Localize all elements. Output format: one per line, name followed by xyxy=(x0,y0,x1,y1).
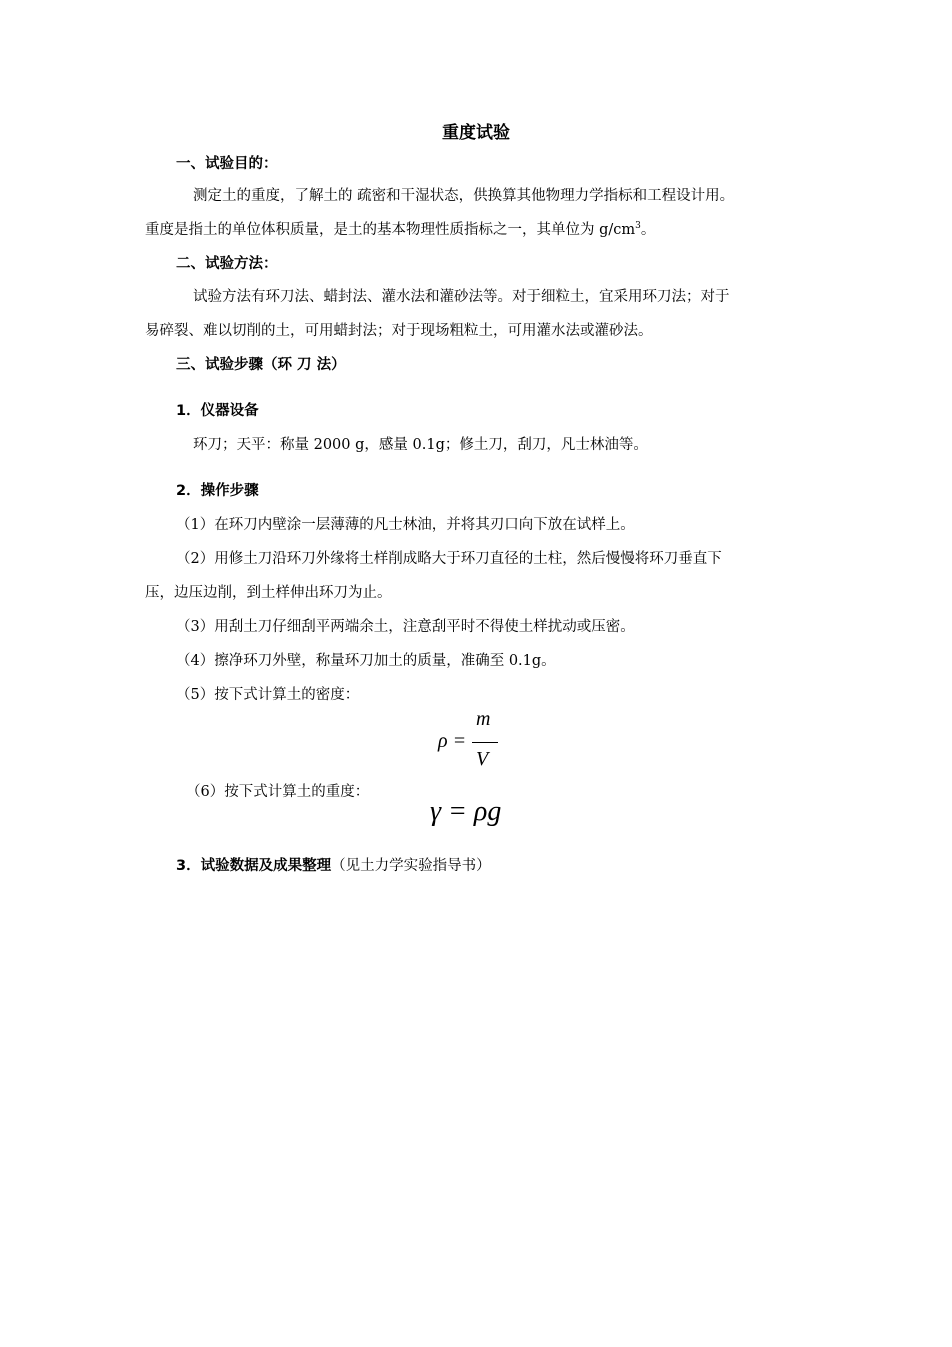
equipment-text: 环刀；天平：称量 2000 g，感量 0.1g；修土刀，刮刀，凡士林油等。 xyxy=(193,437,648,453)
purpose-line-2-end: 。 xyxy=(640,222,656,238)
step-4: （4）擦净环刀外壁，称量环刀加土的质量，准确至 0.1g。 xyxy=(176,653,556,669)
density-formula-denominator: V xyxy=(476,748,489,770)
page-title: 重度试验 xyxy=(442,123,510,143)
step-3: （3）用刮土刀仔细刮平两端余土，注意刮平时不得使土样扰动或压密。 xyxy=(176,619,635,635)
subheading-data xyxy=(176,854,491,875)
step-5: （5）按下式计算土的密度： xyxy=(176,687,360,703)
purpose-line-2 xyxy=(145,218,655,239)
purpose-line-2-text: 重度是指土的单位体积质量，是土的基本物理性质指标之一，其单位为 g/cm xyxy=(145,222,636,238)
unit-superscript: 3 xyxy=(635,221,641,231)
method-line-2: 易碎裂、难以切削的土，可用蜡封法；对于现场粗粒土，可用灌水法或灌砂法。 xyxy=(145,323,653,339)
step-6: （6）按下式计算土的重度： xyxy=(186,784,370,800)
purpose-line-1: 测定土的重度，了解土的 疏密和干湿状态，供换算其他物理力学指标和工程设计用。 xyxy=(193,188,735,204)
method-line-1: 试验方法有环刀法、蜡封法、灌水法和灌砂法等。对于细粒土，宜采用环刀法；对于 xyxy=(193,289,730,305)
subheading-equipment: 1．仪器设备 xyxy=(176,403,259,419)
density-formula xyxy=(438,708,498,778)
subheading-data-note: （见土力学实验指导书） xyxy=(331,858,491,874)
density-formula-lhs: ρ = xyxy=(438,730,467,752)
unit-weight-formula: γ = ρg xyxy=(430,796,502,827)
step-1: （1）在环刀内壁涂一层薄薄的凡士林油，并将其刃口向下放在试样上。 xyxy=(176,517,635,533)
step-2-line-2: 压，边压边削，到土样伸出环刀为止。 xyxy=(145,585,392,601)
section-heading-method: 二、试验方法： xyxy=(176,256,278,272)
density-formula-numerator: m xyxy=(476,708,491,730)
section-heading-procedure: 三、试验步骤（环 刀 法） xyxy=(176,357,346,373)
section-heading-purpose: 一、试验目的： xyxy=(176,156,278,172)
step-2-line-1: （2）用修土刀沿环刀外缘将土样削成略大于环刀直径的土柱，然后慢慢将环刀垂直下 xyxy=(176,551,722,567)
subheading-data-label: 3．试验数据及成果整理 xyxy=(176,858,332,874)
subheading-operation: 2．操作步骤 xyxy=(176,483,259,499)
fraction-bar xyxy=(472,742,498,743)
